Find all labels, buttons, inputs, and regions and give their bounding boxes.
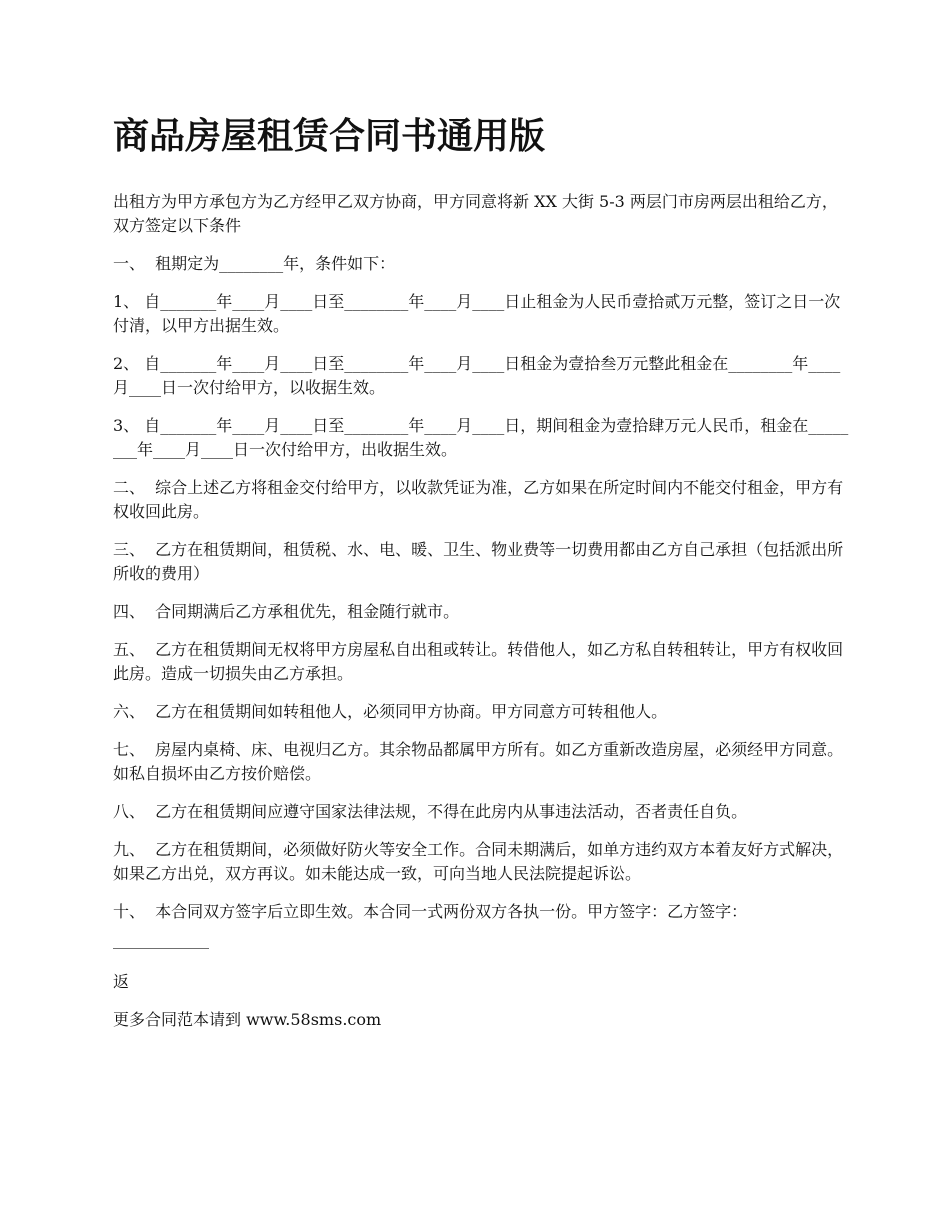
intro-paragraph: 出租方为甲方承包方为乙方经甲乙双方协商，甲方同意将新 XX 大街 5-3 两层门市房两层出租给乙方，双方签定以下条件	[113, 192, 838, 235]
clause-1-3-paragraph: 3、 自_______年____月____日至________年____月____日，期间租金为壹拾肆万元人民币，租金在________年____月____日一次付给甲方，出收据生效。	[113, 416, 849, 459]
return-link[interactable]: 返	[113, 972, 130, 991]
clause-5-paragraph: 五、 乙方在租赁期间无权将甲方房屋私自出租或转让。转借他人，如乙方私自转租转让，甲方有权收回此房。造成一切损失由乙方承担。	[113, 640, 844, 683]
signature-line: ____________	[113, 930, 209, 949]
clause-7-paragraph: 七、 房屋内桌椅、床、电视归乙方。其余物品都属甲方所有。如乙方重新改造房屋，必须经甲方同意。如私自损坏由乙方按价赔偿。	[113, 740, 844, 783]
clause-2-paragraph: 二、 综合上述乙方将租金交付给甲方，以收款凭证为准，乙方如果在所定时间内不能交付租金，甲方有权收回此房。	[113, 478, 844, 521]
document-page	[113, 110, 853, 1046]
clause-3-paragraph: 三、 乙方在租赁期间，租赁税、水、电、暖、卫生、物业费等一切费用都由乙方自己承担（包括派出所所收的费用）	[113, 540, 844, 583]
clause-1-2-paragraph: 2、 自_______年____月____日至________年____月____日租金为壹拾叁万元整此租金在________年____月____日一次付给甲方，以收据生效。	[113, 354, 841, 397]
clause-8-paragraph: 八、 乙方在租赁期间应遵守国家法律法规，不得在此房内从事违法活动，否者责任自负。	[113, 802, 748, 821]
clause-10-paragraph: 十、 本合同双方签字后立即生效。本合同一式两份双方各执一份。甲方签字：乙方签字：	[113, 902, 748, 921]
footer-link[interactable]: 更多合同范本请到 www.58sms.com	[113, 1010, 382, 1029]
clause-4-paragraph: 四、 合同期满后乙方承租优先，租金随行就市。	[113, 602, 460, 621]
clause-1-1-paragraph: 1、 自_______年____月____日至________年____月____日止租金为人民币壹拾贰万元整，签订之日一次付清，以甲方出据生效。	[113, 292, 841, 335]
document-title: 商品房屋租赁合同书通用版	[113, 115, 546, 157]
clause-6-paragraph: 六、 乙方在租赁期间如转租他人，必须同甲方协商。甲方同意方可转租他人。	[113, 702, 668, 721]
clause-9-paragraph: 九、 乙方在租赁期间，必须做好防火等安全工作。合同未期满后，如单方违约双方本着友好方式解决，如果乙方出兑，双方再议。如未能达成一致，可向当地人民法院提起诉讼。	[113, 840, 844, 883]
clause-1-paragraph: 一、 租期定为________年，条件如下：	[113, 254, 396, 273]
